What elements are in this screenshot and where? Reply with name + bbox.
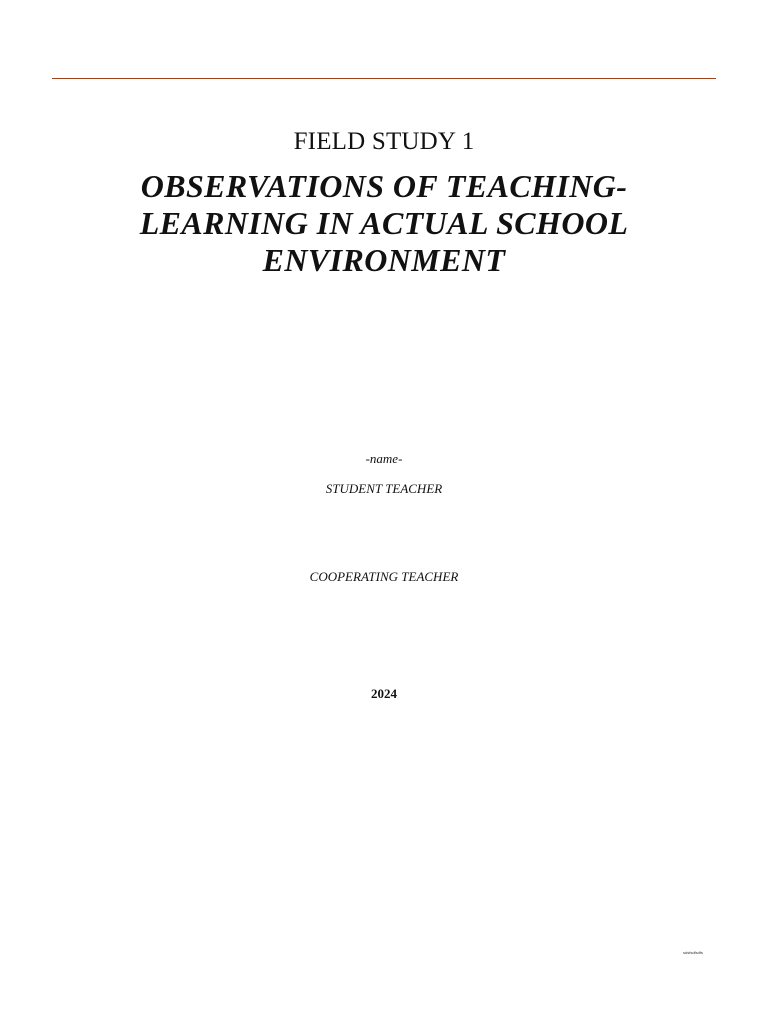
header-rule	[52, 78, 716, 79]
student-name-placeholder: -name-	[365, 451, 403, 466]
title-line-1: OBSERVATIONS OF TEACHING-	[140, 168, 628, 204]
student-teacher-label: STUDENT TEACHER	[325, 481, 443, 496]
document-year: 2024	[371, 686, 397, 701]
cooperating-teacher-label: COOPERATING TEACHER	[309, 569, 459, 584]
course-title: FIELD STUDY 1	[293, 128, 475, 155]
title-line-2: LEARNING IN ACTUAL SCHOOL	[139, 205, 629, 241]
document-title	[84, 168, 684, 279]
title-line-3: ENVIRONMENT	[262, 242, 506, 278]
corner-mark: sdsfsdfsdfs	[682, 950, 703, 955]
